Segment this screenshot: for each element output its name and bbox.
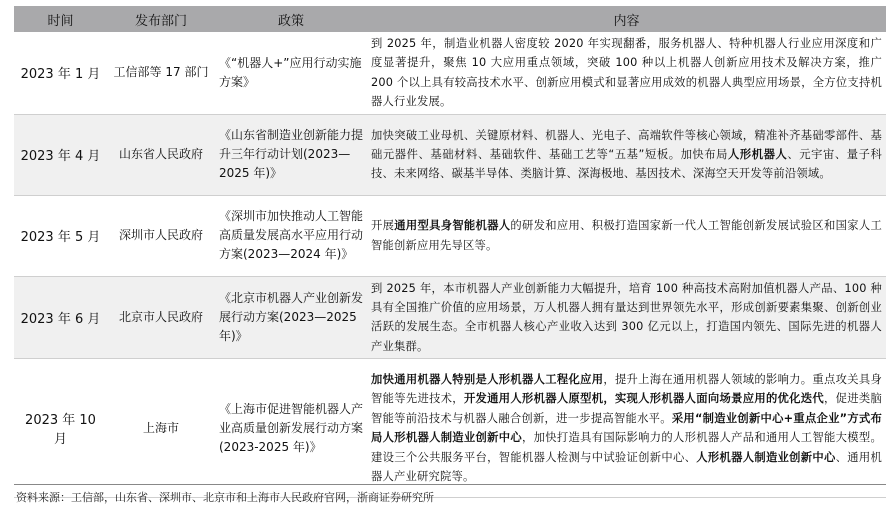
policy-table	[14, 6, 886, 498]
table-row	[14, 32, 886, 114]
content-text: 的研发和应用、积极打造国家新一代人工智能创新发展试验区和国家人工智能创新应用先导区等。	[371, 219, 882, 252]
cell-dept: 山东省人民政府	[107, 114, 215, 195]
table-row	[14, 276, 886, 359]
table-header	[14, 6, 886, 32]
header-content: 内容	[613, 13, 640, 29]
table-row	[14, 359, 886, 498]
cell-content	[367, 276, 886, 359]
header-time: 时间	[47, 13, 74, 29]
cell-time: 2023 年 5 月	[14, 195, 107, 276]
content-text: ，加快打造具有国际影响力的人形机器人产品和通用人工智能大模型。建设三个公共服务平台，智能机器人检测与中试验证创新中心、	[371, 431, 882, 464]
cell-policy: 《山东省制造业创新能力提升三年行动计划(2023—2025 年)》	[215, 114, 367, 195]
header-policy: 政策	[277, 13, 304, 29]
cell-dept: 北京市人民政府	[107, 276, 215, 359]
cell-content	[367, 195, 886, 276]
content-text: ，促进类脑智能等前沿技术与机器人融合创新，进一步提高智能水平。	[371, 392, 882, 425]
table-body	[14, 32, 886, 498]
policy-table-container	[14, 6, 886, 498]
cell-dept: 深圳市人民政府	[107, 195, 215, 276]
content-emphasis: 人形机器人制造业创新中心	[696, 450, 836, 464]
source-note: 资料来源：工信部，山东省、深圳市、北京市和上海市人民政府官网，浙商证券研究所	[16, 491, 434, 504]
cell-policy: 《深圳市加快推动人工智能高质量发展高水平应用行动方案(2023—2024 年)》	[215, 195, 367, 276]
content-text: 到 2025 年，制造业机器人密度较 2020 年实现翻番，服务机器人、特种机器人行业应用深度和广度显著提升，聚焦 10 大应用重点领域，突破 100 种以上机器人创新应用技术及解决方案，推广 200 个以上具有较高技术水平、创新应用模式和显著应用成效的机器人典型应用场景，全方位支持机器人行业发展。	[371, 37, 882, 109]
header-row	[14, 6, 886, 32]
cell-time: 2023 年 10 月	[14, 359, 107, 498]
cell-content	[367, 114, 886, 195]
content-emphasis: 人形机器人	[728, 147, 788, 161]
cell-time: 2023 年 6 月	[14, 276, 107, 359]
content-emphasis: 加快通用机器人特别是人形机器人工程化应用	[371, 373, 604, 387]
cell-content	[367, 359, 886, 498]
cell-policy: 《上海市促进智能机器人产业高质量创新发展行动方案(2023-2025 年)》	[215, 359, 367, 498]
content-text: 加快突破工业母机、关键原材料、机器人、光电子、高端软件等核心领域，精准补齐基础零部件、基础元器件、基础材料、基础软件、基础工艺等“五基”短板。加快布局	[371, 128, 882, 161]
header-dept: 发布部门	[134, 13, 187, 29]
content-emphasis: 通用型具身智能机器人	[394, 219, 511, 233]
cell-dept: 上海市	[107, 359, 215, 498]
table-row	[14, 195, 886, 276]
cell-time: 2023 年 1 月	[14, 32, 107, 114]
content-text: 、通用机器人产业研究院等。	[371, 450, 882, 484]
cell-dept: 工信部等 17 部门	[107, 32, 215, 114]
content-emphasis: 开发通用人形机器人原型机，实现人形机器人面向场景应用的优化迭代	[463, 392, 825, 406]
content-emphasis: 采用“制造业创新中心+重点企业”方式布局人形机器人制造业创新中心	[371, 411, 883, 445]
footer-divider	[14, 484, 886, 485]
cell-time: 2023 年 4 月	[14, 114, 107, 195]
content-text: 开展	[371, 219, 395, 233]
cell-policy: 《北京市机器人产业创新发展行动方案(2023—2025 年)》	[215, 276, 367, 359]
content-text: 到 2025 年，本市机器人产业创新能力大幅提升，培育 100 种高技术高附加值机器人产品、100 种具有全国推广价值的应用场景，万人机器人拥有量达到世界领先水平，形成创新要素集聚、创新创业活跃的发展生态。全市机器人核心产业收入达到 300 亿元以上，打造国内领先、国际先进的机器人产业集群。	[371, 281, 882, 353]
content-text: ，提升上海在通用机器人领域的影响力。重点攻关具身智能等先进技术，	[371, 373, 882, 406]
table-row	[14, 114, 886, 195]
content-text: 、元宇宙、量子科技、未来网络、碳基半导体、类脑计算、深海极地、基因技术、深海空天开发等前沿领域。	[371, 147, 882, 181]
cell-policy: 《“机器人+”应用行动实施方案》	[215, 32, 367, 114]
cell-content	[367, 32, 886, 114]
